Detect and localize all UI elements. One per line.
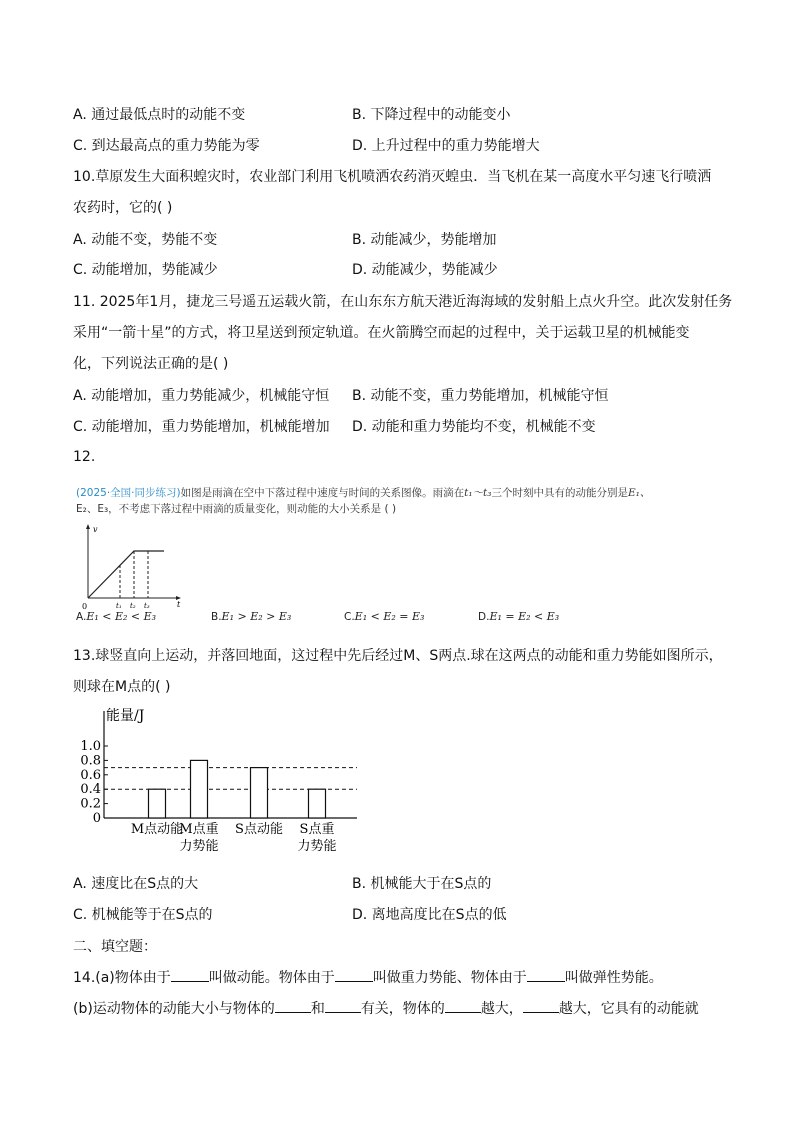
q11-stem-line2: 采用“一箭十星”的方式，将卫星送到预定轨道。在火箭腾空而起的过程中，关于运载卫星的机械能变 [73,325,690,341]
q13-energy-chart [72,706,372,856]
q11-option-d: D. 动能和重力势能均不变，机械能不变 [352,419,596,435]
q9-option-d: D. 上升过程中的重力势能增大 [352,138,540,154]
chart-bar [191,760,208,818]
q12-v-arrow [86,524,90,529]
q14b-blank-4[interactable] [523,1000,559,1013]
q14b-blank-1[interactable] [275,1000,311,1013]
chart-ytick-label: 0 [92,811,101,826]
q14b-text-2: 和 [310,1001,325,1017]
q9-option-a: A. 通过最低点时的动能不变 [73,107,246,123]
chart-category-label: S点重 [299,822,335,837]
q12-tick-t3: t₃ [144,602,150,610]
chart-bar [149,789,166,818]
q12-figure [76,484,676,626]
q9-option-c: C. 到达最高点的重力势能为零 [73,138,260,154]
q12-option-a-expr: E₁ < E₂ < E₃ [86,610,157,623]
chart-ytick-label: 0.8 [80,753,101,769]
q13-option-a: A. 速度比在S点的大 [73,876,199,892]
q13-stem-line1: 13.球竖直向上运动，并落回地面，这过程中先后经过M、S两点.球在这两点的动能和重力势能如图所示， [73,648,723,664]
q11-option-b: B. 动能不变，重力势能增加，机械能守恒 [352,388,609,404]
q13-chart-svg [72,706,372,856]
chart-category-label: 力势能 [179,839,219,854]
q12-stem-line2: E₂、E₃，不考虑下落过程中雨滴的质量变化，则动能的大小关系是 ( ) [76,503,397,515]
chart-ytick-label: 0.4 [80,782,101,798]
q12-option-a [76,610,156,623]
q11-stem-line1: 11. 2025年1月，捷龙三号遥五运载火箭，在山东东方航天港近海海域的发射船上点火升空。此次发射任务 [73,294,733,310]
q10-stem-line2: 农药时，它的( ) [73,200,173,216]
q10-stem-line1: 10.草原发生大面积蝗灾时，农业部门利用飞机喷洒农药消灭蝗虫．当飞机在某一高度水平匀速飞行喷洒 [73,169,712,185]
q10-option-c: C. 动能增加，势能减少 [73,262,218,278]
q13-option-c: C. 机械能等于在S点的 [73,907,213,923]
q11-stem-line3: 化，下列说法正确的是( ) [73,356,229,372]
q14b-blank-2[interactable] [325,1000,361,1013]
q13-option-d: D. 离地高度比在S点的低 [352,907,507,923]
chart-ylabel: 能量/J [106,708,145,724]
q14b-text-3: 有关，物体的 [360,1001,445,1017]
chart-ytick-label: 0.2 [80,796,101,812]
q14a-text-1: 14.(a)物体由于 [73,970,171,986]
q12-number: 12. [73,449,96,465]
q12-t-range: t₁～t₃ [464,487,492,499]
q12-tick-t2: t₂ [130,602,136,610]
q14a-blank-2[interactable] [335,969,373,982]
q12-source-tag: (2025·全国·同步练习) [76,487,181,499]
q14a-text-4: 叫做弹性势能。 [564,970,663,986]
q14a-text-2: 叫做动能。物体由于 [208,970,335,986]
q11-option-a: A. 动能增加，重力势能减少，机械能守恒 [73,388,330,404]
q12-stem-a: 如图是雨滴在空中下落过程中速度与时间的关系图像。雨滴在 [180,487,465,499]
q12-option-c-letter: C. [344,611,355,623]
chart-bar [309,789,326,818]
chart-category-label: M点重 [179,822,219,837]
section2-title: 二、填空题： [73,939,157,955]
q14b-blank-3[interactable] [445,1000,481,1013]
q14-part-b [73,998,699,1018]
q12-velocity-curve [88,551,164,598]
q10-option-d: D. 动能减少，势能减少 [352,262,498,278]
q12-option-d-expr: E₁ = E₂ < E₃ [489,610,560,623]
q12-vt-graph [76,520,196,610]
q13-stem-line2: 则球在M点的( ) [73,679,171,695]
q12-v-label: v [93,525,98,534]
q14a-blank-1[interactable] [171,969,209,982]
q10-option-a: A. 动能不变，势能不变 [73,232,218,248]
chart-category-label: 力势能 [297,839,337,854]
q13-option-b: B. 机械能大于在S点的 [352,876,492,892]
chart-ytick-label: 1.0 [80,739,101,754]
q12-option-a-letter: A. [76,611,87,623]
q10-option-b: B. 动能减少，势能增加 [352,232,497,248]
q14b-text-5: 越大，它具有的动能就 [558,1001,699,1017]
q12-option-c-expr: E₁ < E₂ = E₃ [354,610,425,623]
q14a-blank-3[interactable] [527,969,565,982]
q14b-text-1: (b)运动物体的动能大小与物体的 [73,1001,275,1017]
q12-option-b-expr: E₁ > E₂ > E₃ [221,610,292,623]
q12-option-d-letter: D. [478,611,490,623]
q12-e1: E₁、 [627,487,651,499]
q14-part-a [73,967,663,987]
q12-option-d [478,610,559,623]
chart-ytick-label: 0.6 [80,767,101,783]
q12-option-b [211,610,291,623]
chart-bar [251,768,268,818]
q9-option-b: B. 下降过程中的动能变小 [352,107,511,123]
q12-t-label: t [177,600,181,609]
q12-option-c [344,610,424,623]
q14b-text-4: 越大， [480,1001,523,1017]
q12-tick-t1: t₁ [116,602,122,610]
q14a-text-3: 叫做重力势能、物体由于 [372,970,527,986]
chart-category-label: M点动能 [130,822,184,837]
q12-option-b-letter: B. [211,611,222,623]
q12-origin: 0 [82,602,88,610]
q11-option-c: C. 动能增加，重力势能增加，机械能增加 [73,419,330,435]
q12-stem-b: 三个时刻中具有的动能分别是 [491,487,628,499]
chart-category-label: S点动能 [235,822,283,837]
